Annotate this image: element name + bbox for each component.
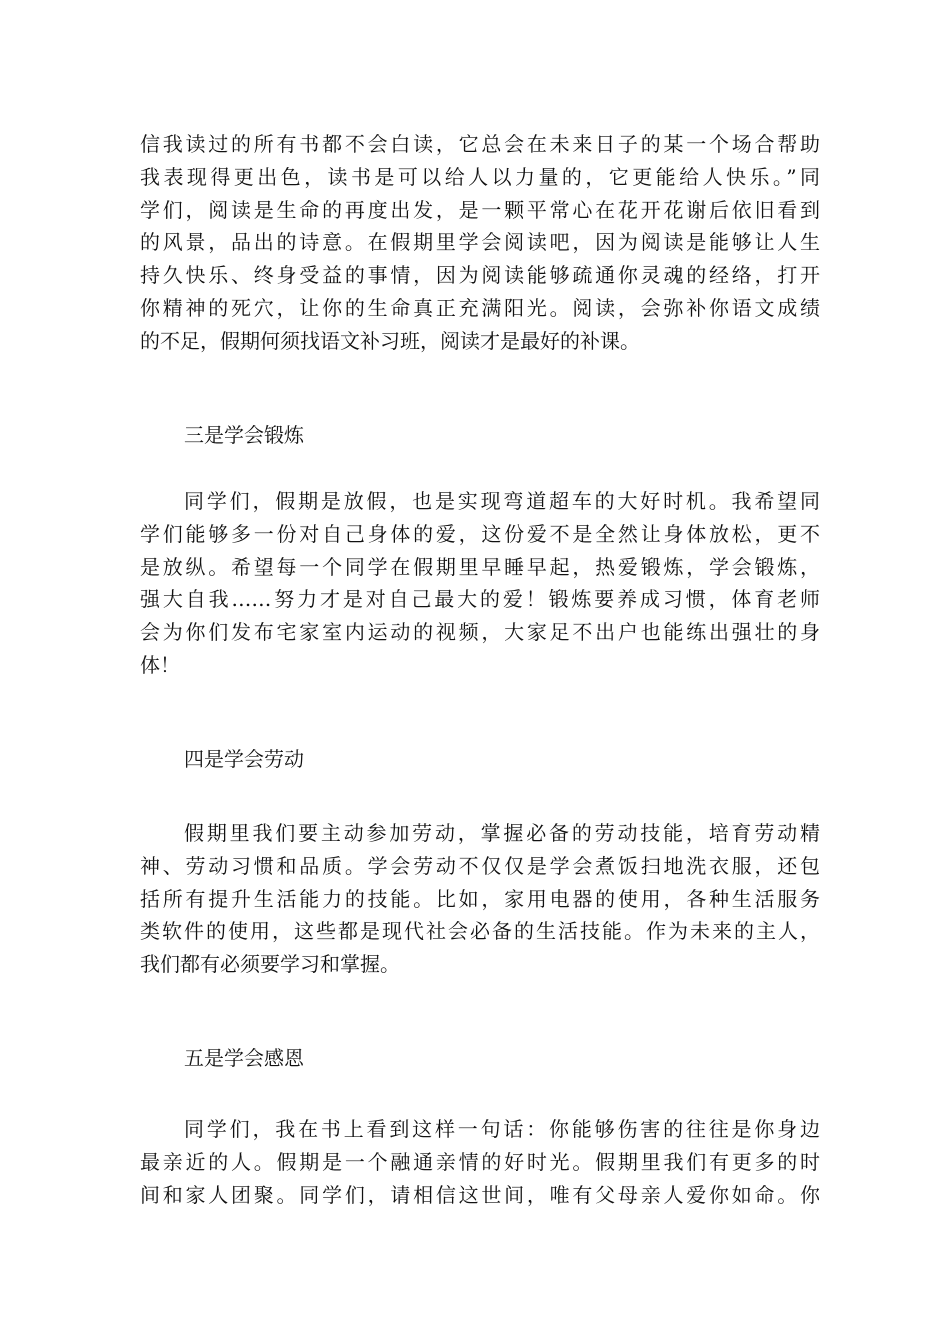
text-line: 学们能够多一份对自己身体的爱，这份爱不是全然让身体放松，更不	[140, 521, 820, 546]
section-heading-labor: 四是学会劳动	[184, 747, 304, 771]
paragraph-exercise	[140, 485, 820, 682]
text-line: 类软件的使用，这些都是现代社会必备的生活技能。作为未来的主人，	[140, 919, 820, 944]
section-heading-gratitude: 五是学会感恩	[184, 1046, 304, 1070]
text-line: 最亲近的人。假期是一个融通亲情的好时光。假期里我们有更多的时	[140, 1149, 820, 1174]
text-line: 神、劳动习惯和品质。学会劳动不仅仅是学会煮饭扫地洗衣服，还包	[140, 853, 820, 878]
text-line: 持久快乐、终身受益的事情，因为阅读能够疏通你灵魂的经络，打开	[140, 263, 820, 288]
text-line: 我们都有必须要学习和掌握。	[140, 952, 400, 977]
text-line: 假期里我们要主动参加劳动，掌握必备的劳动技能，培育劳动精	[184, 821, 820, 845]
paragraph-labor	[140, 817, 820, 981]
paragraph-reading-continued	[140, 128, 820, 358]
text-line: 括所有提升生活能力的技能。比如，家用电器的使用，各种生活服务	[140, 886, 820, 911]
text-line: 同学们，我在书上看到这样一句话：你能够伤害的往往是你身边	[184, 1117, 820, 1141]
text-line: 你精神的死穴，让你的生命真正充满阳光。阅读，会弥补你语文成绩	[140, 295, 820, 320]
text-line: 的风景，品出的诗意。在假期里学会阅读吧，因为阅读是能够让人生	[140, 230, 820, 255]
text-line: 强大自我……努力才是对自己最大的爱！锻炼要养成习惯，体育老师	[140, 587, 820, 612]
text-line: 间和家人团聚。同学们，请相信这世间，唯有父母亲人爱你如命。你	[140, 1182, 820, 1207]
text-line: 体！	[140, 652, 180, 677]
text-line: 是放纵。希望每一个同学在假期里早睡早起，热爱锻炼，学会锻炼，	[140, 554, 820, 579]
section-heading-exercise: 三是学会锻炼	[184, 423, 304, 447]
paragraph-gratitude	[140, 1113, 820, 1211]
text-line: 的不足，假期何须找语文补习班，阅读才是最好的补课。	[140, 328, 640, 353]
text-line: 信我读过的所有书都不会白读，它总会在未来日子的某一个场合帮助	[140, 132, 820, 156]
text-line: 会为你们发布宅家室内运动的视频，大家足不出户也能练出强壮的身	[140, 620, 820, 645]
text-line: 同学们，假期是放假，也是实现弯道超车的大好时机。我希望同	[184, 489, 820, 513]
text-line: 我表现得更出色，读书是可以给人以力量的，它更能给人快乐。”同	[140, 164, 820, 189]
text-line: 学们，阅读是生命的再度出发，是一颗平常心在花开花谢后依旧看到	[140, 197, 820, 222]
